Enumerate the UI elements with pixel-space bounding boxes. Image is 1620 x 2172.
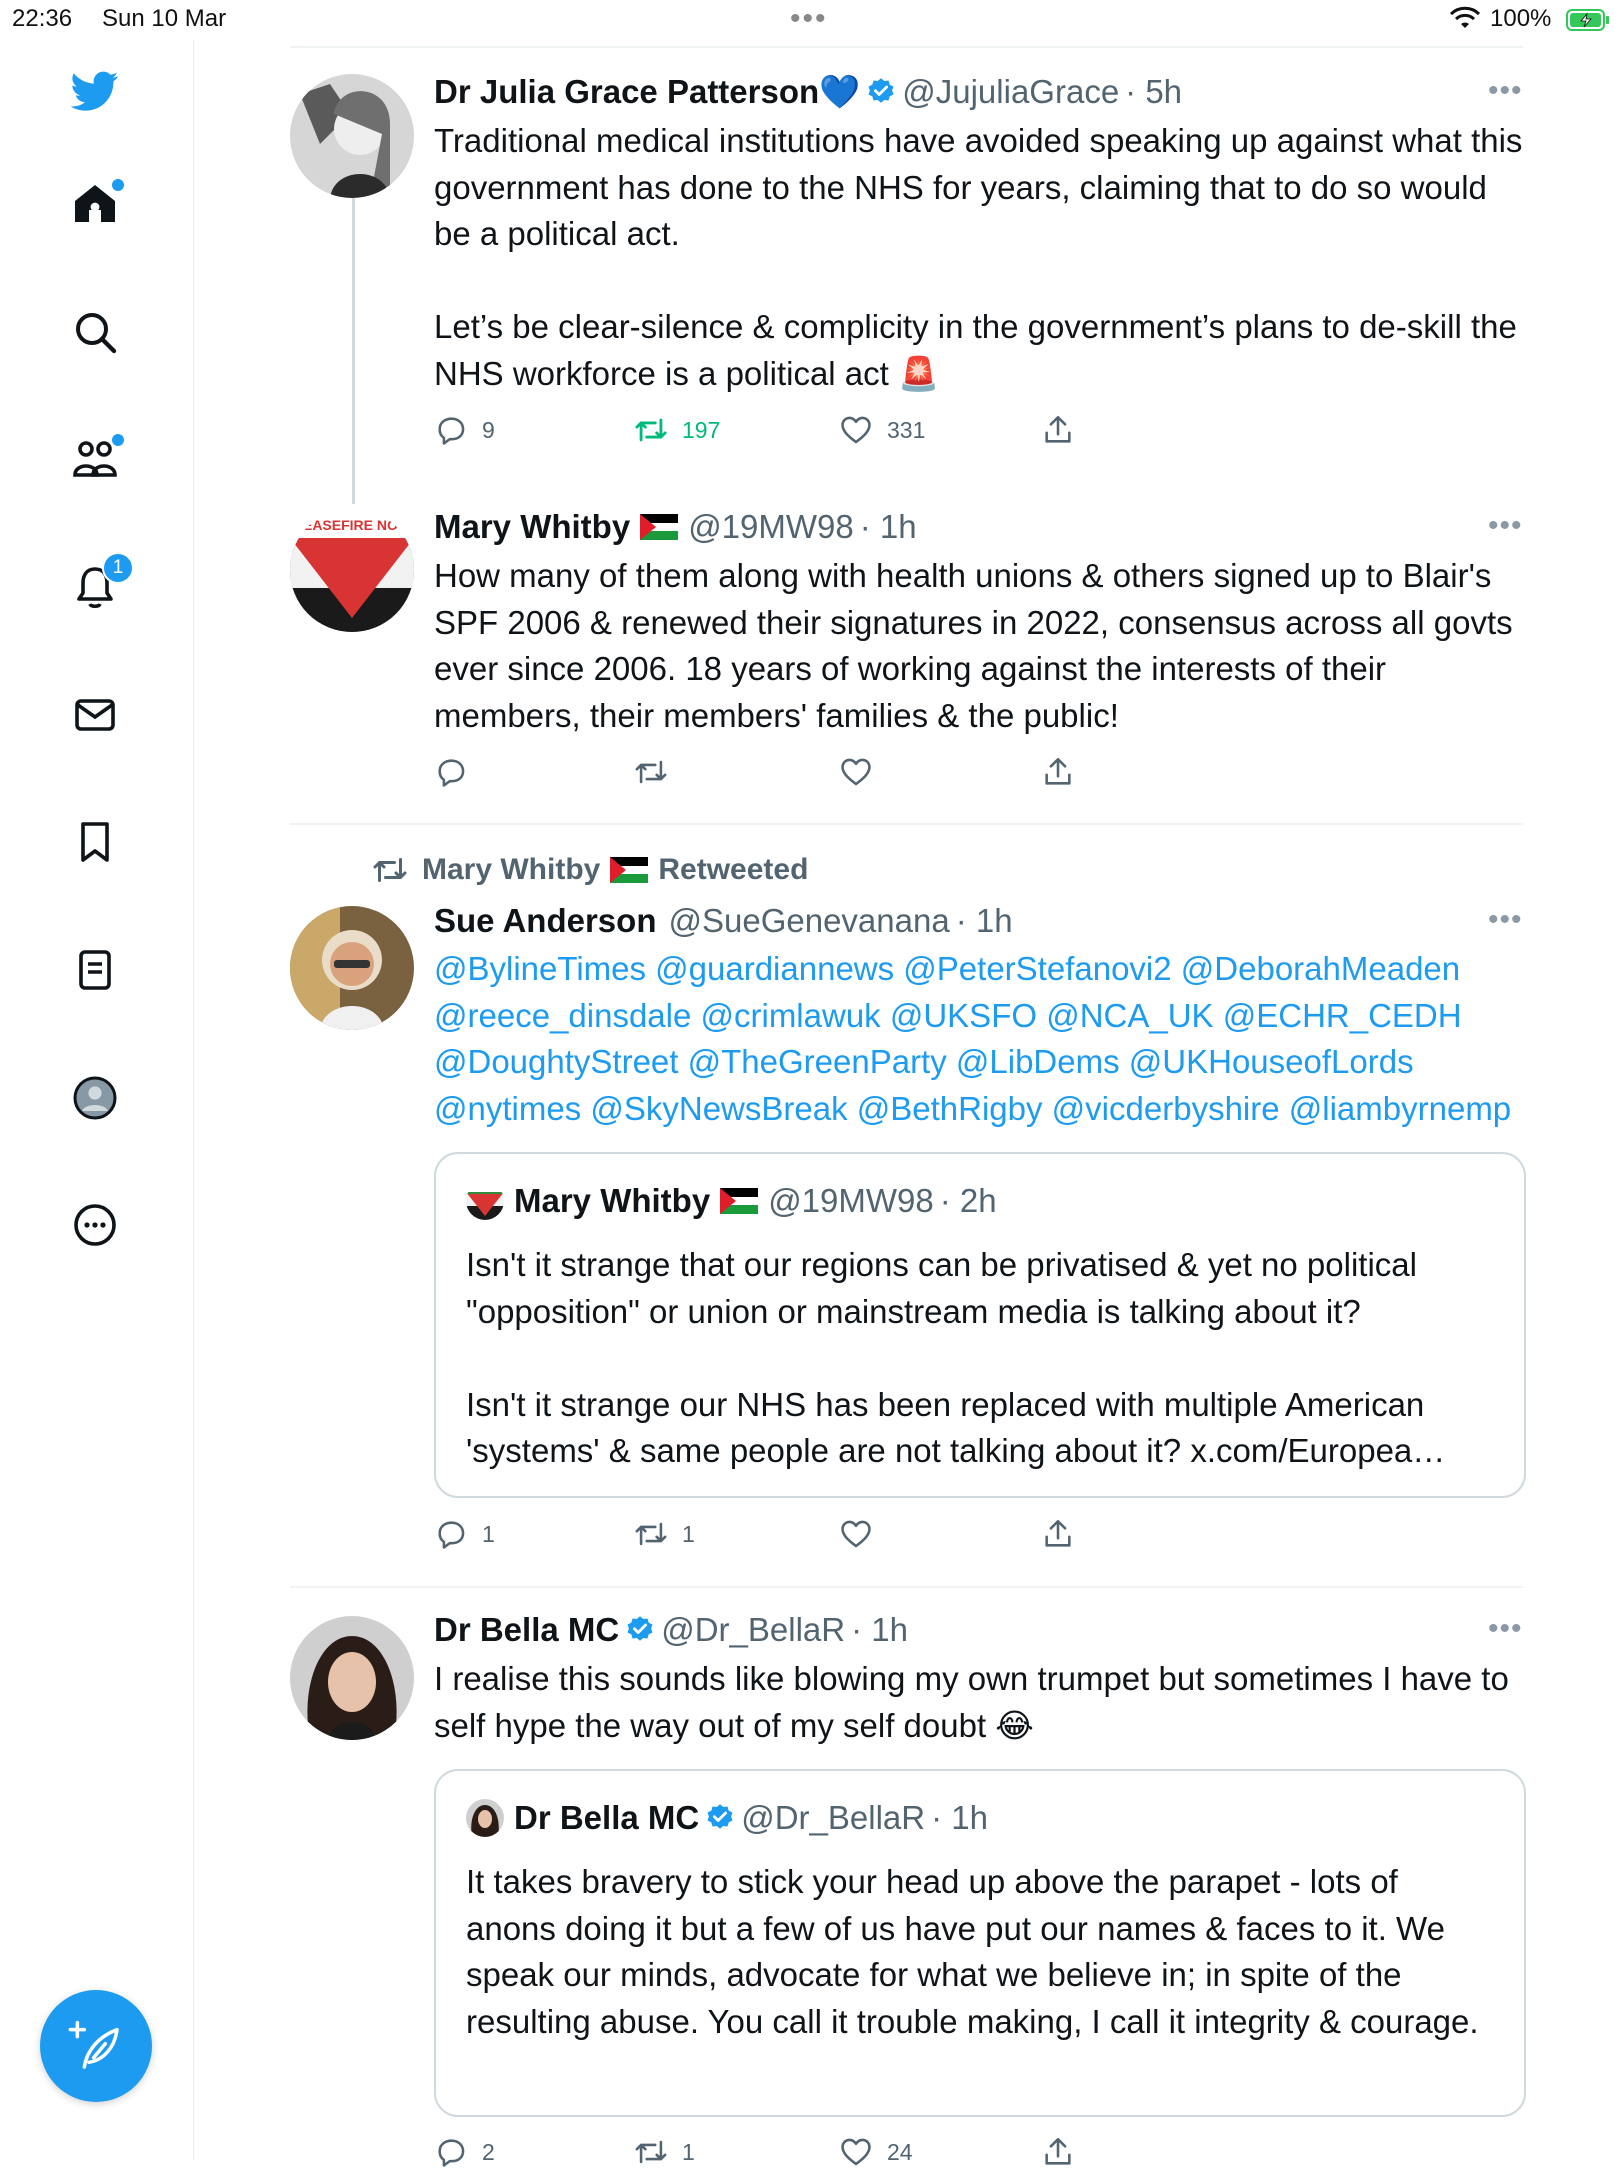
reply-button[interactable]	[434, 752, 482, 792]
palestine-flag-icon	[640, 514, 678, 540]
verified-badge-icon	[866, 77, 896, 107]
communities-unread-dot	[112, 434, 124, 446]
avatar[interactable]	[290, 1616, 414, 1740]
bookmark-icon	[71, 818, 119, 866]
reply-button[interactable]	[434, 410, 495, 450]
retweet-count: 1	[682, 2138, 695, 2165]
search-nav-item[interactable]	[66, 303, 124, 361]
quoted-author-handle: @Dr_BellaR	[741, 1799, 926, 1836]
status-time: 22:36	[12, 5, 73, 32]
retweet-count: 1	[682, 1520, 695, 1547]
retweeter-name: Mary Whitby	[422, 853, 601, 886]
thread-connector-line	[352, 198, 355, 504]
palestine-flag-icon	[720, 1188, 758, 1214]
tweet-actions	[434, 752, 1134, 792]
palestine-flag-icon	[610, 857, 648, 883]
reply-count: 2	[482, 2138, 495, 2165]
bookmarks-nav-item[interactable]	[66, 813, 124, 871]
tweet-actions	[434, 410, 1134, 450]
quoted-tweet[interactable]	[434, 1152, 1526, 1498]
avatar[interactable]	[290, 508, 414, 632]
heart-icon	[839, 1517, 873, 1551]
reply-icon	[434, 755, 468, 789]
retweet-icon	[372, 852, 408, 888]
profile-nav-item[interactable]	[66, 1069, 124, 1127]
share-icon	[1041, 755, 1075, 789]
tweet-time[interactable]: · 1h	[859, 508, 917, 545]
share-button[interactable]	[1041, 1514, 1089, 1554]
timeline-top-divider	[290, 46, 1523, 48]
like-count: 331	[887, 416, 926, 443]
like-button[interactable]	[839, 2132, 913, 2172]
reply-icon	[434, 1517, 468, 1551]
notifications-nav-item[interactable]	[66, 558, 124, 616]
tweet-time[interactable]: · 5h	[1125, 73, 1183, 110]
tweet-actions	[434, 1514, 1134, 1554]
retweet-icon	[634, 1517, 668, 1551]
retweet-button[interactable]	[634, 752, 682, 792]
tweet-divider	[290, 823, 1523, 825]
more-circle-icon	[71, 1201, 119, 1249]
lists-nav-item[interactable]	[66, 941, 124, 999]
retweeted-by-line[interactable]	[372, 852, 808, 888]
tweet-more-options-icon[interactable]: •••	[1488, 509, 1523, 542]
reply-count: 1	[482, 1520, 495, 1547]
tweet-header	[434, 1610, 908, 1650]
wifi-icon	[1450, 6, 1480, 30]
retweet-button[interactable]	[634, 1514, 695, 1554]
like-button[interactable]	[839, 1514, 887, 1554]
quoted-author-handle: @19MW98	[768, 1182, 934, 1219]
battery-charging-icon	[1566, 8, 1610, 32]
tweet-text: I realise this sounds like blowing my own trumpet but sometimes I have to self hype the way out of my self doubt 😂	[434, 1660, 1518, 1744]
heart-icon	[839, 755, 873, 789]
retweet-button[interactable]	[634, 410, 720, 450]
compose-tweet-button[interactable]	[40, 1990, 152, 2102]
like-button[interactable]	[839, 752, 887, 792]
retweet-button[interactable]	[634, 2132, 695, 2172]
multitasking-dots-icon[interactable]: •••	[790, 2, 828, 35]
home-nav-item[interactable]	[66, 175, 124, 233]
notifications-badge: 1	[102, 552, 134, 584]
reply-icon	[434, 413, 468, 447]
quoted-author-name: Mary Whitby	[514, 1182, 711, 1219]
tweet-divider	[290, 1586, 1523, 1588]
tweet-more-options-icon[interactable]: •••	[1488, 903, 1523, 936]
verified-badge-icon	[625, 1615, 655, 1645]
quoted-author-name: Dr Bella MC	[514, 1799, 700, 1836]
retweet-icon	[634, 755, 668, 789]
more-nav-item[interactable]	[66, 1196, 124, 1254]
verified-badge-icon	[705, 1803, 735, 1833]
tweet-more-options-icon[interactable]: •••	[1488, 74, 1523, 107]
share-button[interactable]	[1041, 752, 1089, 792]
home-unread-dot	[112, 179, 124, 191]
sidebar	[0, 40, 194, 2160]
tweet-text: How many of them along with health unions & others signed up to Blair's SPF 2006 & renewed their signatures in 2022, consensus across all govts ever since 2006. 18 years of working against the interests of their members, their members' families & the public!	[434, 557, 1522, 734]
communities-nav-item[interactable]	[66, 430, 124, 488]
reply-button[interactable]	[434, 1514, 495, 1554]
author-handle[interactable]: @Dr_BellaR	[661, 1611, 846, 1648]
search-icon	[71, 308, 119, 356]
quoted-tweet-text: Isn't it strange that our regions can be privatised & yet no political "opposition" or union or mainstream media is talking about it? Isn't it strange our NHS has been replaced with multiple American 'systems' & same people are not talking about it? x.com/Europea…	[466, 1246, 1446, 1469]
share-icon	[1041, 1517, 1075, 1551]
retweet-icon	[634, 413, 668, 447]
status-date: Sun 10 Mar	[102, 5, 227, 32]
profile-icon	[71, 1074, 119, 1122]
tweet-actions	[434, 2132, 1134, 2172]
retweeted-label: Retweeted	[658, 853, 809, 886]
quoted-author-avatar	[466, 1799, 504, 1837]
avatar-banner-text: CEASEFIRE NOW	[292, 517, 412, 533]
status-bar	[0, 0, 1620, 40]
author-handle[interactable]: @19MW98	[688, 508, 854, 545]
tweet-text-mentions[interactable]: @BylineTimes @guardiannews @PeterStefanovi2 @DeborahMeaden @reece_dinsdale @crimlawuk @UKSFO @NCA_UK @ECHR_CEDH @DoughtyStreet @TheGreenParty @LibDems @UKHouseofLords @nytimes @SkyNewsBreak @BethRigby @vicderbyshire @liambyrnemp	[434, 950, 1512, 1127]
avatar[interactable]	[290, 74, 414, 198]
author-name[interactable]: Dr Julia Grace Patterson💙	[434, 73, 861, 110]
quoted-tweet-header	[466, 1182, 997, 1220]
tweet-text: Traditional medical institutions have avoided speaking up against what this government has done to the NHS for years, claiming that to do so would be a political act. Let’s be clear-silence & complicity in the government’s plans to de-skill the NHS workforce is a political act 🚨	[434, 122, 1523, 392]
like-count: 24	[887, 2138, 913, 2165]
share-button[interactable]	[1041, 410, 1089, 450]
heart-icon	[839, 413, 873, 447]
quoted-author-avatar	[466, 1182, 504, 1220]
messages-nav-item[interactable]	[66, 686, 124, 744]
author-handle[interactable]: @JujuliaGrace	[902, 73, 1120, 110]
tweet-time[interactable]: · 1h	[955, 902, 1013, 939]
reply-button[interactable]	[434, 2132, 495, 2172]
share-icon	[1041, 413, 1075, 447]
tweet-time[interactable]: · 1h	[851, 1611, 908, 1648]
quoted-tweet-time: · 2h	[939, 1182, 997, 1219]
author-name[interactable]: Sue Anderson	[434, 902, 657, 939]
heart-icon	[839, 2135, 873, 2169]
quoted-tweet-header	[466, 1799, 988, 1837]
tweet-header	[434, 507, 917, 547]
retweet-icon	[634, 2135, 668, 2169]
tweet-header	[434, 72, 1182, 112]
tweet-more-options-icon[interactable]: •••	[1488, 1612, 1523, 1645]
quoted-tweet-time: · 1h	[931, 1799, 988, 1836]
reply-icon	[434, 2135, 468, 2169]
share-button[interactable]	[1041, 2132, 1089, 2172]
author-name[interactable]: Mary Whitby	[434, 508, 631, 545]
like-button[interactable]	[839, 410, 925, 450]
twitter-logo-icon[interactable]	[66, 62, 124, 120]
quoted-tweet[interactable]	[434, 1769, 1526, 2117]
quoted-tweet-text: It takes bravery to stick your head up above the parapet - lots of anons doing it but a few of us have put our names & faces to it. We speak our minds, advocate for what we believe in; in spite of the resulting abuse. You call it trouble making, I call it integrity & courage.	[466, 1863, 1479, 2040]
list-icon	[71, 946, 119, 994]
tweet-header	[434, 901, 1013, 941]
retweet-count: 197	[682, 416, 721, 443]
author-handle[interactable]: @SueGenevanana	[668, 902, 950, 939]
share-icon	[1041, 2135, 1075, 2169]
author-name[interactable]: Dr Bella MC	[434, 1611, 620, 1648]
reply-count: 9	[482, 416, 495, 443]
avatar[interactable]	[290, 906, 414, 1030]
battery-percent: 100%	[1490, 5, 1552, 32]
mail-icon	[71, 691, 119, 739]
compose-tweet-icon	[68, 2018, 124, 2074]
